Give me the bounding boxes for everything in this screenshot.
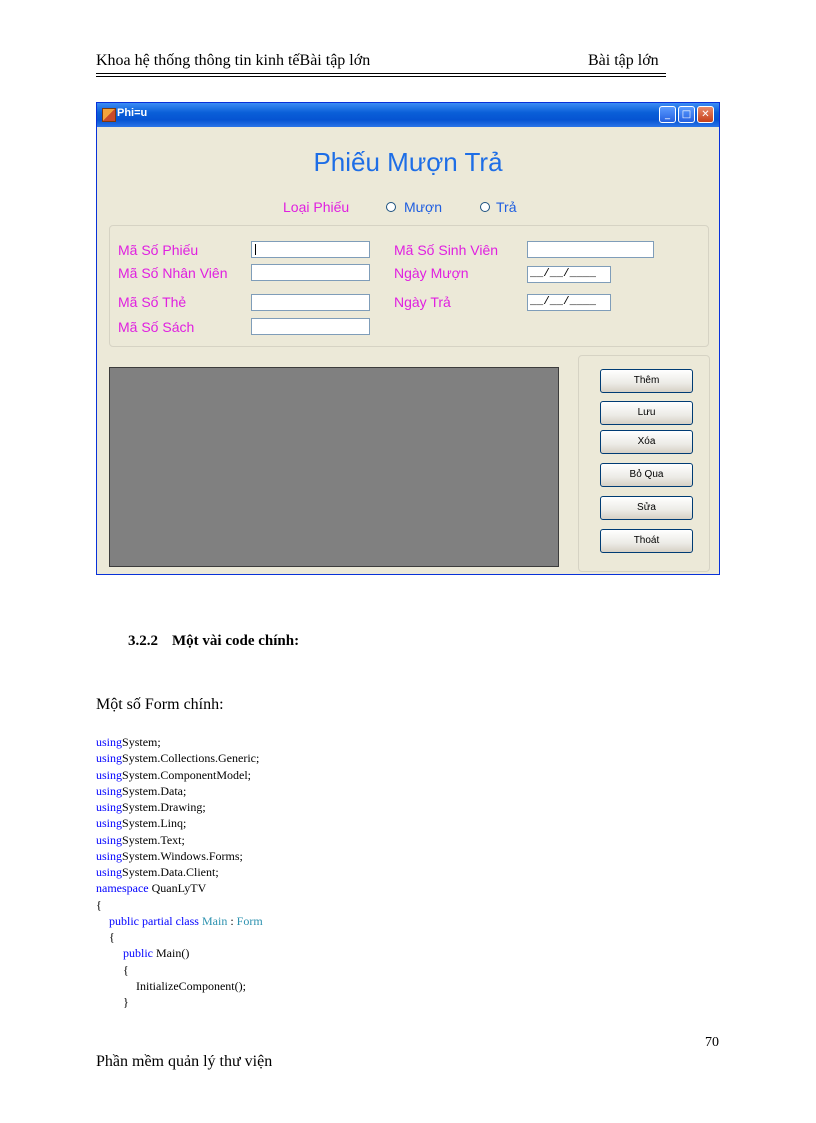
minimize-icon[interactable]: _	[659, 106, 676, 123]
section-title: Một vài code chính:	[172, 633, 300, 649]
code-line: {	[123, 962, 129, 977]
text-caret	[255, 244, 256, 255]
code-line: usingSystem.Text;	[96, 832, 185, 847]
code-line: InitializeComponent();	[136, 978, 246, 993]
bo-qua-button[interactable]: Bỏ Qua	[600, 463, 693, 487]
ma-so-nhan-vien-label: Mã Số Nhân Viên	[118, 265, 228, 281]
app-icon	[102, 108, 116, 122]
ma-so-the-label: Mã Số Thẻ	[118, 294, 187, 310]
code-line: usingSystem;	[96, 735, 161, 749]
ma-so-the-input[interactable]	[251, 294, 370, 311]
code-line: usingSystem.Linq;	[96, 816, 187, 831]
code-line: usingSystem.Drawing;	[96, 800, 206, 814]
data-grid[interactable]	[109, 367, 559, 567]
section-number: 3.2.2	[128, 633, 158, 649]
code-line: usingSystem.Windows.Forms;	[96, 848, 243, 863]
code-line: usingSystem.Data.Client;	[96, 865, 219, 879]
code-line: {	[96, 897, 102, 912]
ma-so-sinh-vien-input[interactable]	[527, 241, 654, 258]
radio-muon-label: Mượn	[404, 199, 443, 215]
paragraph: Một số Form chính:	[96, 696, 224, 713]
ma-so-phieu-input[interactable]	[251, 241, 370, 258]
header-right: Bài tập lớn	[588, 52, 659, 69]
code-listing	[96, 734, 263, 1010]
radio-muon-circle[interactable]	[386, 202, 396, 212]
title-bar[interactable]	[97, 103, 719, 127]
ngay-muon-label: Ngày Mượn	[394, 265, 469, 281]
header-rule	[96, 73, 666, 74]
ma-so-sach-input[interactable]	[251, 318, 370, 335]
header-left: Khoa hệ thống thông tin kinh tếBài tập lớn	[96, 52, 371, 69]
page-number: 70	[705, 1035, 719, 1050]
code-line: usingSystem.ComponentModel;	[96, 767, 252, 782]
code-line: usingSystem.Data;	[96, 783, 187, 798]
header-rule-2	[96, 76, 666, 77]
thoat-button[interactable]: Thoát	[600, 529, 693, 553]
form-window	[96, 102, 720, 575]
sua-button[interactable]: Sửa	[600, 496, 693, 520]
code-line: usingSystem.Collections.Generic;	[96, 751, 260, 766]
code-line: }	[123, 995, 129, 1009]
them-button[interactable]: Thêm	[600, 369, 693, 393]
xoa-button[interactable]: Xóa	[600, 430, 693, 454]
ngay-tra-label: Ngày Trả	[394, 294, 451, 310]
maximize-icon[interactable]: □	[678, 106, 695, 123]
ma-so-phieu-label: Mã Số Phiếu	[118, 242, 199, 258]
code-line: public partial class Main : Form	[109, 913, 263, 928]
section-heading	[128, 633, 299, 650]
ma-so-sinh-vien-label: Mã Số Sinh Viên	[394, 242, 499, 258]
code-line: namespace QuanLyTV	[96, 881, 207, 896]
ma-so-nhan-vien-input[interactable]	[251, 264, 370, 281]
page-footer: Phần mềm quản lý thư viện	[96, 1053, 273, 1070]
form-title: Phiếu Mượn Trả	[313, 147, 503, 177]
code-keyword: using	[96, 735, 123, 749]
radio-tra-label: Trả	[496, 199, 517, 215]
loai-phieu-label: Loại Phiếu	[283, 199, 350, 215]
radio-tra-circle[interactable]	[480, 202, 490, 212]
luu-button[interactable]: Lưu	[600, 401, 693, 425]
ngay-tra-input[interactable]: __/__/____	[527, 294, 611, 311]
code-line: {	[109, 930, 115, 944]
close-icon[interactable]: ✕	[697, 106, 714, 123]
ma-so-sach-label: Mã Số Sách	[118, 319, 195, 335]
code-line: public Main()	[123, 946, 190, 961]
window-title: Phi=u	[117, 107, 148, 119]
ngay-muon-input[interactable]: __/__/____	[527, 266, 611, 283]
